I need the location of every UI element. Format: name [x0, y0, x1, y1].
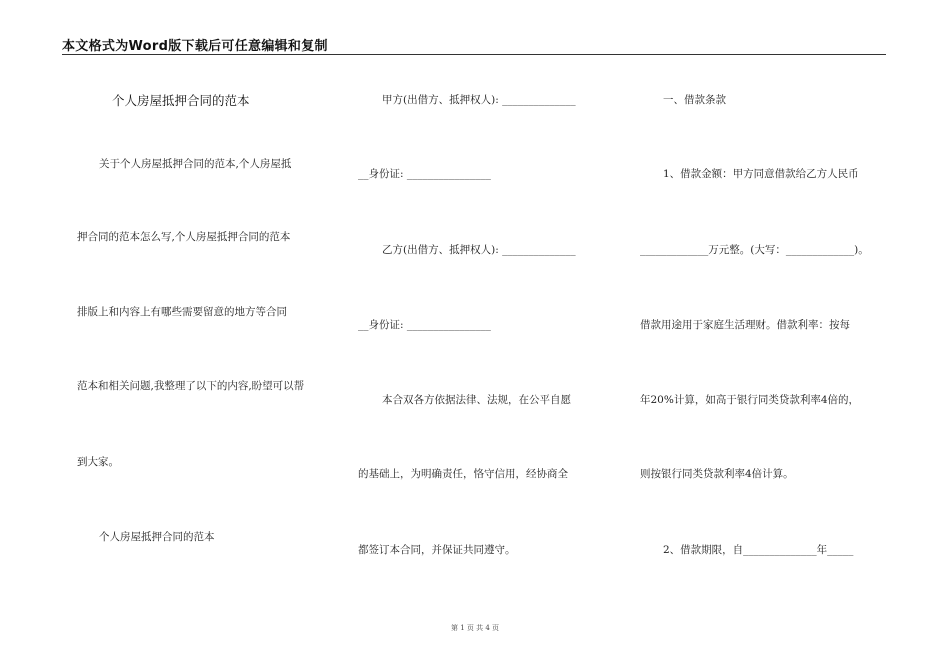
col2-line-3: 乙方(出借方、抵押权人): ______________: [382, 244, 576, 256]
col2-line-5: 本合双各方依据法律、法规，在公平自愿: [382, 394, 571, 406]
document-title: 个人房屋抵押合同的范本: [112, 93, 250, 108]
col1-line-3: 排版上和内容上有哪些需要留意的地方等合同: [77, 306, 287, 318]
col2-line-4: __身份证: ________________: [358, 319, 491, 331]
col3-line-7: 2、借款期限，自______________年_____: [663, 544, 854, 556]
page-number: 第 1 页 共 4 页: [450, 624, 500, 632]
col3-line-6: 则按银行同类贷款利率4倍计算。: [640, 468, 794, 480]
col3-line-5: 年20%计算，如高于银行同类贷款利率4倍的，: [640, 394, 860, 406]
col3-line-3: _____________万元整。(大写：_____________)。: [640, 244, 869, 256]
col1-subtitle: 个人房屋抵押合同的范本: [99, 531, 215, 543]
col2-line-6: 的基础上，为明确责任，恪守信用，经协商全: [358, 468, 568, 480]
col3-line-1: 一、借款条款: [663, 94, 726, 106]
col1-line-1: 关于个人房屋抵押合同的范本,个人房屋抵: [99, 158, 292, 170]
col1-line-4: 范本和相关问题,我整理了以下的内容,盼望可以帮: [77, 380, 305, 392]
col1-line-2: 押合同的范本怎么写,个人房屋抵押合同的范本: [77, 231, 291, 243]
col3-line-2: 1、借款金额：甲方同意借款给乙方人民币: [663, 168, 859, 180]
col2-line-2: __身份证: ________________: [358, 168, 491, 180]
header-title: 本文格式为Word版下载后可任意编辑和复制: [62, 39, 328, 54]
col2-line-1: 甲方(出借方、抵押权人): ______________: [382, 94, 576, 106]
col3-line-4: 借款用途用于家庭生活理财。借款利率：按每: [640, 319, 850, 331]
col2-line-7: 都签订本合同，并保证共同遵守。: [358, 544, 516, 556]
col1-line-5: 到大家。: [77, 456, 119, 468]
